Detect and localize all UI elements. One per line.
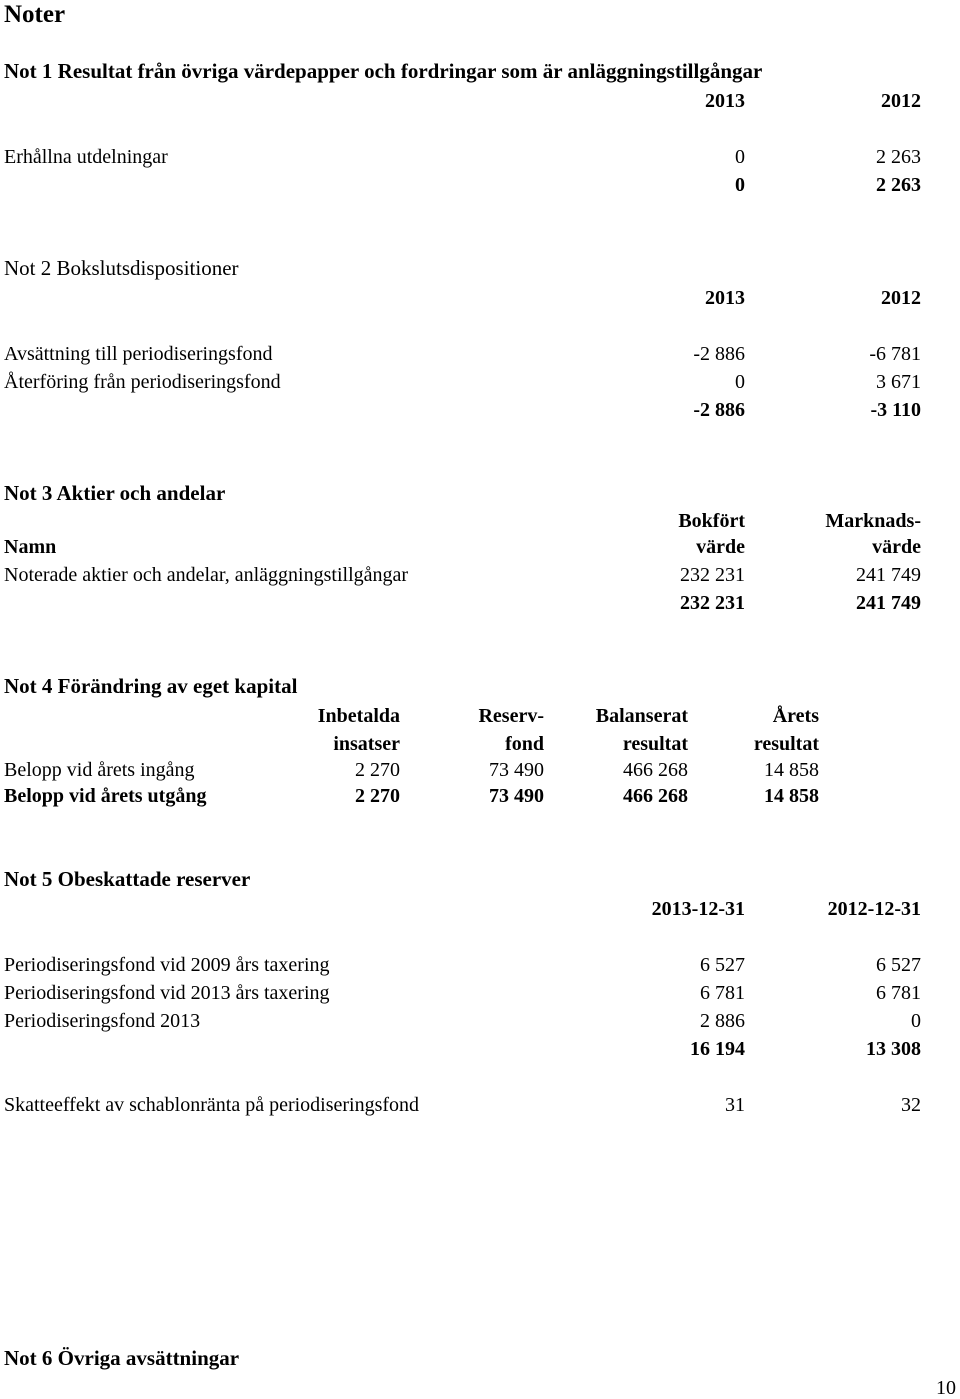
note5-row2-v1: 6 781 — [700, 982, 745, 1004]
note3-name-header: Namn — [4, 536, 57, 558]
note5-col2: 2012-12-31 — [827, 898, 921, 920]
note4-col1-line2: insatser — [333, 733, 400, 755]
note5-total-v1: 16 194 — [690, 1038, 745, 1060]
note2-col-2012: 2012 — [881, 287, 921, 309]
note3-col1-line1: Bokfört — [678, 510, 745, 532]
note2-total-v1: -2 886 — [693, 399, 745, 421]
note1-total-v2: 2 263 — [876, 174, 921, 196]
note6-title: Not 6 Övriga avsättningar — [4, 1346, 240, 1370]
note3-col2-line2: värde — [872, 536, 921, 558]
note3-row1-v1: 232 231 — [680, 564, 745, 586]
note1-title: Not 1 Resultat från övriga värdepapper och fordringar som är anläggningstillgångar — [4, 59, 763, 83]
note2-col-2013: 2013 — [705, 287, 745, 309]
note5-row2-label: Periodiseringsfond vid 2013 års taxering — [4, 982, 330, 1004]
note5-tax-label: Skatteeffekt av schablonränta på periodiseringsfond — [4, 1094, 420, 1116]
note3-row1-v2: 241 749 — [856, 564, 921, 586]
note4-row1-label: Belopp vid årets ingång — [4, 759, 195, 781]
note1-col-2013: 2013 — [705, 90, 745, 112]
note2-title: Not 2 Bokslutsdispositioner — [4, 256, 239, 280]
note2-row2-v1: 0 — [735, 371, 745, 393]
note1-row1-label: Erhållna utdelningar — [4, 146, 168, 168]
note4-row1-v1: 2 270 — [355, 759, 400, 781]
note3-row1-label: Noterade aktier och andelar, anläggningstillgångar — [4, 564, 409, 586]
note4-row1-v4: 14 858 — [764, 759, 819, 781]
note4-row1-v2: 73 490 — [489, 759, 544, 781]
note2-total-v2: -3 110 — [870, 399, 921, 421]
note1-row1-v2: 2 263 — [876, 146, 921, 168]
note1-col-2012: 2012 — [881, 90, 921, 112]
page-heading: Noter — [4, 1, 66, 28]
note4-col4-line2: resultat — [753, 733, 819, 755]
note4-row2-v2: 73 490 — [489, 785, 544, 807]
note4-col2-line2: fond — [505, 733, 544, 755]
note4-col2-line1: Reserv- — [478, 705, 544, 727]
note5-row2-v2: 6 781 — [876, 982, 921, 1004]
note5-row1-v2: 6 527 — [876, 954, 921, 976]
note5-row1-v1: 6 527 — [700, 954, 745, 976]
note4-col3-line2: resultat — [622, 733, 688, 755]
note5-row3-v1: 2 886 — [700, 1010, 745, 1032]
note3-col2-line1: Marknads- — [825, 510, 921, 532]
note5-col1: 2013-12-31 — [651, 898, 745, 920]
note5-title: Not 5 Obeskattade reserver — [4, 867, 251, 891]
note5-row1-label: Periodiseringsfond vid 2009 års taxering — [4, 954, 330, 976]
note3-col1-line2: värde — [696, 536, 745, 558]
note4-row2-v4: 14 858 — [764, 785, 819, 807]
note2-row1-v1: -2 886 — [693, 343, 745, 365]
note4-col4-line1: Årets — [772, 705, 819, 727]
note1-row1-v1: 0 — [735, 146, 745, 168]
note4-col1-line1: Inbetalda — [317, 705, 400, 727]
note4-row2-v1: 2 270 — [355, 785, 400, 807]
note2-row1-v2: -6 781 — [869, 343, 921, 365]
note3-title: Not 3 Aktier och andelar — [4, 481, 226, 505]
note5-row3-v2: 0 — [911, 1010, 921, 1032]
page-number: 10 — [936, 1377, 956, 1399]
note1-total-v1: 0 — [735, 174, 745, 196]
note2-row2-v2: 3 671 — [876, 371, 921, 393]
note4-title: Not 4 Förändring av eget kapital — [4, 674, 298, 698]
note4-col3-line1: Balanserat — [595, 705, 688, 727]
note4-row2-label: Belopp vid årets utgång — [4, 785, 207, 807]
note5-row3-label: Periodiseringsfond 2013 — [4, 1010, 201, 1032]
note3-total-v2: 241 749 — [856, 592, 921, 614]
note2-row1-label: Avsättning till periodiseringsfond — [4, 343, 273, 365]
note5-tax-v2: 32 — [901, 1094, 921, 1116]
note4-row1-v3: 466 268 — [623, 759, 688, 781]
note3-total-v1: 232 231 — [680, 592, 745, 614]
note5-total-v2: 13 308 — [866, 1038, 921, 1060]
note4-row2-v3: 466 268 — [623, 785, 688, 807]
note2-row2-label: Återföring från periodiseringsfond — [4, 371, 281, 393]
note5-tax-v1: 31 — [725, 1094, 745, 1116]
